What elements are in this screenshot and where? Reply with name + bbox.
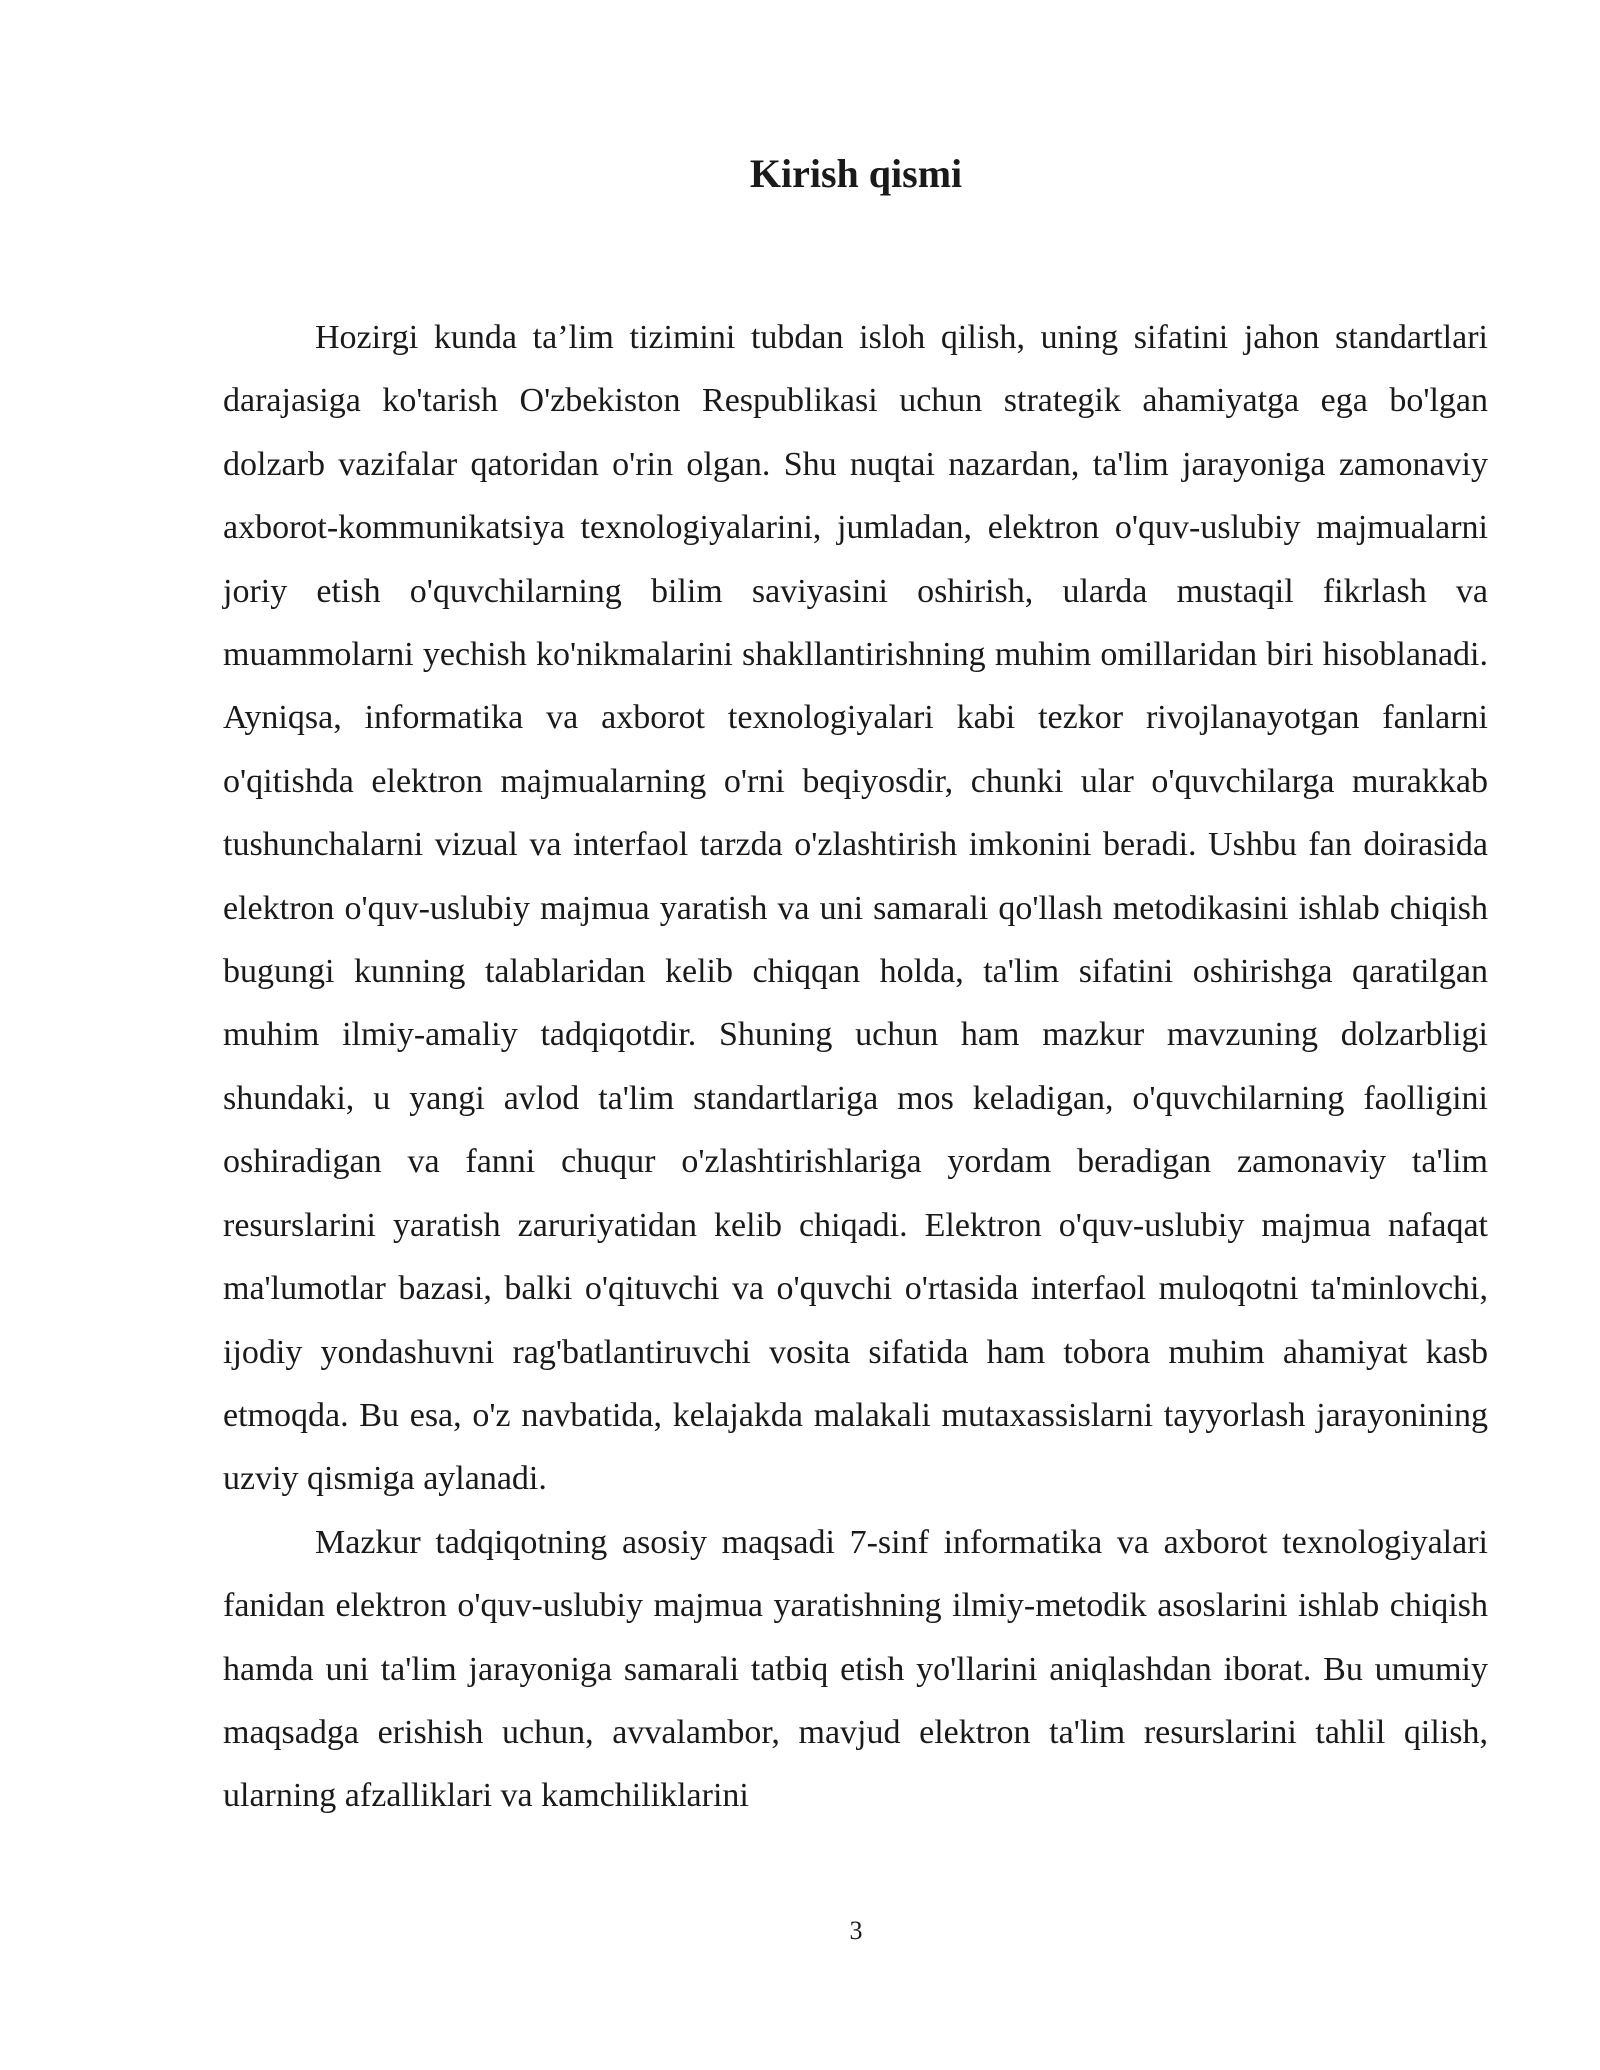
paragraph-intro: Hozirgi kunda ta’lim tizimini tubdan isloh qilish, uning sifatini jahon standartlari darajasiga ko'tarish O'zbekiston Respublikasi uchun strategik ahamiyatga ega bo'lgan dolzarb vazifalar qatoridan o'rin olgan. Shu nuqtai nazardan, ta'lim jarayoniga zamonaviy axborot-kommunikatsiya texnologiyalarini, jumladan, elektron o'quv-uslubiy majmualarni joriy etish o'quvchilarning bilim saviyasini oshirish, ularda mustaqil fikrlash va muammolarni yechish ko'nikmalarini shakllantirishning muhim omillaridan biri hisoblanadi. Ayniqsa, informatika va axborot texnologiyalari kabi tezkor rivojlanayotgan fanlarni o'qitishda elektron majmualarning o'rni beqiyosdir, chunki ular o'quvchilarga murakkab tushunchalarni vizual va interfaol tarzda o'zlashtirish imkonini beradi. Ushbu fan doirasida elektron o'quv-uslubiy majmua yaratish va uni samarali qo'llash metodikasini ishlab chiqish bugungi kunning talablaridan kelib chiqqan holda, ta'lim sifatini oshirishga qaratilgan muhim ilmiy-amaliy tadqiqotdir. Shuning uchun ham mazkur mavzuning dolzarbligi shundaki, u yangi avlod ta'lim standartlariga mos keladigan, o'quvchilarning faolligini oshiradigan va fanni chuqur o'zlashtirishlariga yordam beradigan zamonaviy ta'lim resurslarini yaratish zaruriyatidan kelib chiqadi. Elektron o'quv-uslubiy majmua nafaqat ma'lumotlar bazasi, balki o'qituvchi va o'quvchi o'rtasida interfaol muloqotni ta'minlovchi, ijodiy yondashuvni rag'batlantiruvchi vosita sifatida ham tobora muhim ahamiyat kasb etmoqda. Bu esa, o'z navbatida, kelajakda malakali mutaxassislarni tayyorlash jarayonining uzviy qismiga aylanadi. (223, 319, 1488, 1498)
page-number: 3 (849, 1916, 863, 1945)
paragraph-goal: Mazkur tadqiqotning asosiy maqsadi 7-sinf informatika va axborot texnologiyalari fanidan elektron o'quv-uslubiy majmua yaratishning ilmiy-metodik asoslarini ishlab chiqish hamda uni ta'lim jarayoniga samarali tatbiq etish yo'llarini aniqlashdan iborat. Bu umumiy maqsadga erishish uchun, avvalambor, mavjud elektron ta'lim resurslarini tahlil qilish, ularning afzalliklari va kamchiliklarini (223, 1523, 1488, 1815)
body-text (223, 306, 1488, 1828)
page-title: Kirish qismi (749, 151, 963, 196)
